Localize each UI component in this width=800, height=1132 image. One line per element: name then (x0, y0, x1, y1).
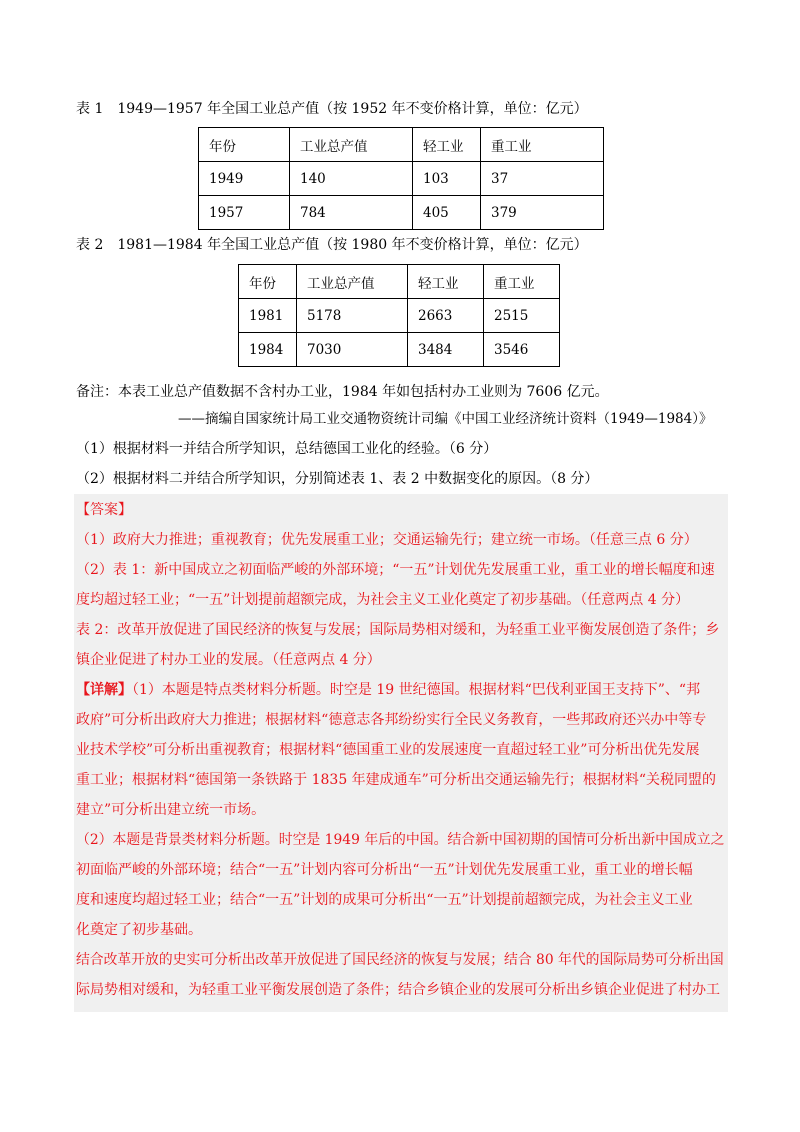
table-cell: 2663 (408, 299, 484, 333)
table-cell: 7030 (297, 333, 408, 367)
detail-first-line (76, 680, 700, 700)
table-cell: 3546 (484, 333, 560, 367)
answer-line: （2）表 1：新中国成立之初面临严峻的外部环境；“一五”计划优先发展重工业，重工业的增长幅度和速 (76, 562, 715, 578)
question-2: （2）根据材料二并结合所学知识，分别简述表 1、表 2 中数据变化的原因。（8 分） (76, 471, 599, 487)
table-row (239, 333, 560, 367)
table-row (199, 162, 604, 196)
table2 (238, 264, 560, 367)
answer-heading: 【答案】 (76, 502, 132, 518)
table1 (198, 127, 604, 230)
table-header-cell: 轻工业 (413, 128, 481, 162)
detail-line: （1）本题是特点类材料分析题。时空是 19 世纪德国。根据材料“巴伐利亚国王支持下”、“邦 (132, 682, 701, 698)
table-header-row (239, 265, 560, 299)
detail-heading: 【详解】 (76, 682, 132, 698)
table-cell: 1984 (239, 333, 297, 367)
detail-line: 度和速度均超过轻工业；结合“一五”计划的成果可分析出“一五”计划提前超额完成，为社会主义工业 (76, 892, 693, 908)
table-cell: 1949 (199, 162, 290, 196)
detail-line: 结合改革开放的史实可分析出改革开放促进了国民经济的恢复与发展；结合 80 年代的国际局势可分析出国 (76, 952, 724, 968)
table-cell: 405 (413, 196, 481, 230)
table-header-cell: 轻工业 (408, 265, 484, 299)
detail-line: 际局势相对缓和，为轻重工业平衡发展创造了条件；结合乡镇企业的发展可分析出乡镇企业促进了村办工 (76, 982, 720, 998)
table-header-row (199, 128, 604, 162)
table-header-cell: 工业总产值 (297, 265, 408, 299)
table-cell: 784 (290, 196, 413, 230)
detail-line: 重工业；根据材料“德国第一条铁路于 1835 年建成通车”可分析出交通运输先行；根据材料“关税同盟的 (76, 772, 716, 788)
detail-line: 政府”可分析出政府大力推进；根据材料“德意志各邦纷纷实行全民义务教育，一些邦政府还兴办中等专 (76, 712, 707, 728)
table-header-cell: 年份 (199, 128, 290, 162)
table-cell: 1957 (199, 196, 290, 230)
table-cell: 1981 (239, 299, 297, 333)
question-1: （1）根据材料一并结合所学知识，总结德国工业化的经验。（6 分） (76, 441, 498, 457)
table-header-cell: 年份 (239, 265, 297, 299)
detail-line: （2）本题是背景类材料分析题。时空是 1949 年后的中国。结合新中国初期的国情可分析出新中国成立之 (76, 832, 725, 848)
detail-line: 业技术学校”可分析出重视教育；根据材料“德国重工业的发展速度一直超过轻工业”可分析出优先发展 (76, 742, 700, 758)
table-cell: 379 (481, 196, 604, 230)
answer-line: 镇企业促进了村办工业的发展。（任意两点 4 分） (76, 652, 381, 668)
table-cell: 103 (413, 162, 481, 196)
detail-line: 化奠定了初步基础。 (76, 922, 202, 938)
answer-line: （1）政府大力推进；重视教育；优先发展重工业；交通运输先行；建立统一市场。（任意三点 6 分） (76, 532, 698, 548)
source-citation: ——摘编自国家统计局工业交通物资统计司编《中国工业经济统计资料（1949—1984）》 (178, 411, 713, 427)
table-row (199, 196, 604, 230)
table-header-cell: 重工业 (484, 265, 560, 299)
table-note: 备注：本表工业总产值数据不含村办工业，1984 年如包括村办工业则为 7606 亿元。 (76, 384, 609, 400)
table2-caption: 表 2 1981—1984 年全国工业总产值（按 1980 年不变价格计算，单位：亿元） (76, 237, 588, 253)
table1-caption: 表 1 1949—1957 年全国工业总产值（按 1952 年不变价格计算，单位：亿元） (76, 101, 588, 117)
answer-line: 度均超过轻工业；“一五”计划提前超额完成，为社会主义工业化奠定了初步基础。（任意两点 4 分） (76, 592, 690, 608)
answer-section (74, 494, 728, 1012)
detail-line: 初面临严峻的外部环境；结合“一五”计划内容可分析出“一五”计划优先发展重工业，重工业的增长幅 (76, 862, 693, 878)
table-row (239, 299, 560, 333)
table-cell: 2515 (484, 299, 560, 333)
table-header-cell: 工业总产值 (290, 128, 413, 162)
detail-line: 建立”可分析出建立统一市场。 (76, 802, 266, 818)
table-cell: 140 (290, 162, 413, 196)
table-header-cell: 重工业 (481, 128, 604, 162)
table-cell: 37 (481, 162, 604, 196)
table-cell: 3484 (408, 333, 484, 367)
table-cell: 5178 (297, 299, 408, 333)
answer-line: 表 2：改革开放促进了国民经济的恢复与发展；国际局势相对缓和，为轻重工业平衡发展创造了条件；乡 (76, 622, 720, 638)
